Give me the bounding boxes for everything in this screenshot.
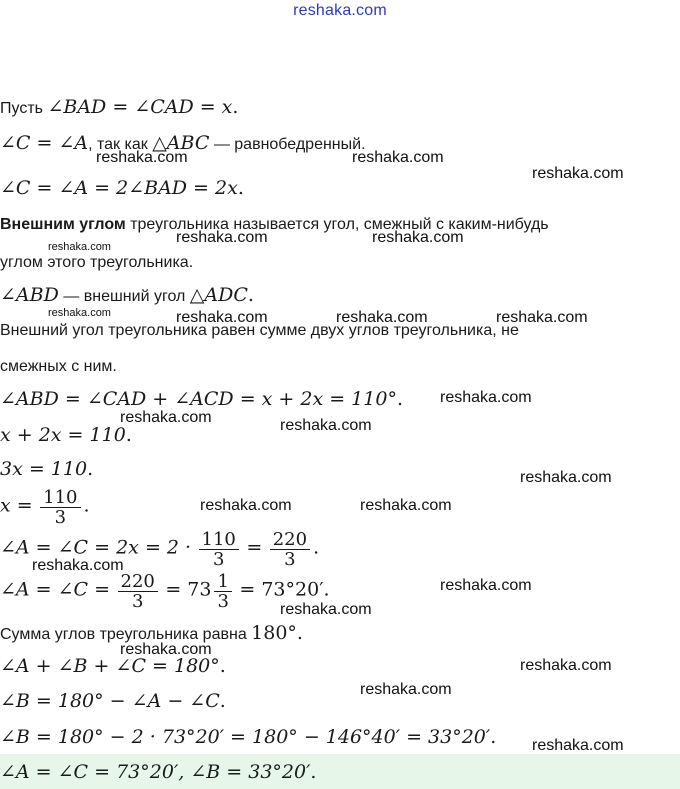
- watermark: reshaka.com: [280, 417, 372, 434]
- punct: .: [237, 177, 244, 199]
- watermark: reshaka.com: [176, 229, 268, 246]
- line-equation-3: [0, 458, 93, 482]
- fraction: [214, 572, 231, 611]
- punct: .: [310, 761, 317, 783]
- watermark: reshaka.com: [48, 307, 111, 319]
- watermark: reshaka.com: [496, 309, 588, 326]
- fraction: [118, 572, 158, 611]
- numerator: 1: [214, 572, 231, 592]
- punct: .: [396, 388, 403, 410]
- numerator: 220: [118, 572, 158, 592]
- watermark: reshaka.com: [48, 241, 111, 253]
- watermark: reshaka.com: [440, 389, 532, 406]
- watermark: reshaka.com: [360, 681, 452, 698]
- math: =: [246, 536, 263, 559]
- math: △ABC: [152, 132, 210, 154]
- line-angle-c: [0, 177, 244, 201]
- punct: .: [296, 622, 303, 644]
- watermark: reshaka.com: [120, 409, 212, 426]
- answer-line: [0, 761, 316, 785]
- math: ∠C = ∠A = 2∠BAD = 2x: [0, 177, 238, 199]
- denominator: 3: [54, 507, 67, 528]
- math: ∠A = ∠C =: [0, 578, 111, 601]
- line-x-value: [0, 488, 90, 527]
- text: Пусть: [0, 100, 48, 117]
- math: ∠ABD: [0, 284, 59, 306]
- site-header[interactable]: reshaka.com: [293, 2, 387, 19]
- punct: .: [125, 424, 132, 446]
- watermark: reshaka.com: [440, 577, 532, 594]
- math: ∠BAD = ∠CAD = x: [47, 96, 233, 118]
- math: △ADC: [189, 284, 248, 306]
- math: 3x = 110: [0, 458, 88, 480]
- punct: .: [232, 96, 239, 118]
- math: ∠A + ∠B + ∠C = 180°: [0, 655, 220, 677]
- text: смежных с ним.: [0, 358, 117, 375]
- watermark: reshaka.com: [96, 149, 188, 166]
- watermark: reshaka.com: [352, 149, 444, 166]
- math: ∠B = 180° − ∠A − ∠C: [0, 690, 220, 712]
- watermark: reshaka.com: [520, 657, 612, 674]
- denominator: 3: [217, 591, 229, 612]
- watermark: reshaka.com: [336, 309, 428, 326]
- text: Сумма углов треугольника равна: [0, 626, 252, 643]
- watermark: reshaka.com: [532, 737, 624, 754]
- punct: .: [219, 690, 226, 712]
- text: треугольника называется угол, смежный с каким-нибудь: [125, 216, 549, 233]
- line-let: [0, 96, 238, 120]
- math: ∠ABD = ∠CAD + ∠ACD = x + 2x = 110°: [0, 388, 397, 410]
- watermark: reshaka.com: [532, 165, 624, 182]
- math: x + 2x = 110: [0, 424, 126, 446]
- watermark: reshaka.com: [520, 469, 612, 486]
- math: ∠C = ∠A: [0, 132, 89, 154]
- text: — внешний угол: [58, 288, 190, 305]
- fraction: [270, 530, 310, 569]
- math: ∠A = ∠C = 2x = 2 ·: [0, 536, 192, 559]
- watermark: reshaka.com: [176, 309, 268, 326]
- term: Внешним углом: [0, 216, 126, 233]
- punct: .: [87, 458, 94, 480]
- line-angle-b-value: [0, 726, 496, 750]
- math: = 73°20′: [239, 578, 324, 601]
- numerator: 110: [40, 488, 80, 508]
- punct: .: [323, 578, 330, 601]
- line-angle-b-formula: [0, 690, 226, 714]
- watermark: reshaka.com: [32, 557, 124, 574]
- watermark: reshaka.com: [280, 601, 372, 618]
- punct: .: [490, 726, 497, 748]
- denominator: 3: [284, 549, 296, 570]
- punct: .: [83, 494, 90, 517]
- line-external-angle: [0, 284, 254, 308]
- denominator: 3: [131, 591, 144, 612]
- math: 180°: [251, 622, 297, 644]
- text: Внешний угол треугольника равен сумме двух углов треугольника, не: [0, 322, 519, 339]
- denominator: 3: [212, 549, 225, 570]
- fraction: [40, 488, 80, 527]
- text: углом этого треугольника.: [0, 254, 194, 271]
- text: , так как: [88, 136, 153, 153]
- punct: .: [247, 284, 254, 306]
- math: ∠A = ∠C = 73°20′, ∠B = 33°20′: [0, 761, 311, 783]
- numerator: 110: [199, 530, 239, 550]
- watermark: reshaka.com: [200, 497, 292, 514]
- line-definition: [0, 214, 549, 236]
- line-definition-cont: [0, 252, 193, 274]
- watermark: reshaka.com: [120, 641, 212, 658]
- punct: .: [313, 536, 320, 559]
- watermark: reshaka.com: [372, 229, 464, 246]
- math: x =: [0, 494, 33, 517]
- text: — равнобедренный.: [209, 136, 366, 153]
- numerator: 220: [270, 530, 310, 550]
- punct: .: [219, 655, 226, 677]
- line-theorem-cont: [0, 356, 117, 378]
- line-equation-2: [0, 424, 132, 448]
- math: = 73: [165, 578, 212, 601]
- math: ∠B = 180° − 2 · 73°20′ = 180° − 146°40′ = 33°20′: [0, 726, 491, 748]
- fraction: [199, 530, 239, 569]
- watermark: reshaka.com: [360, 497, 452, 514]
